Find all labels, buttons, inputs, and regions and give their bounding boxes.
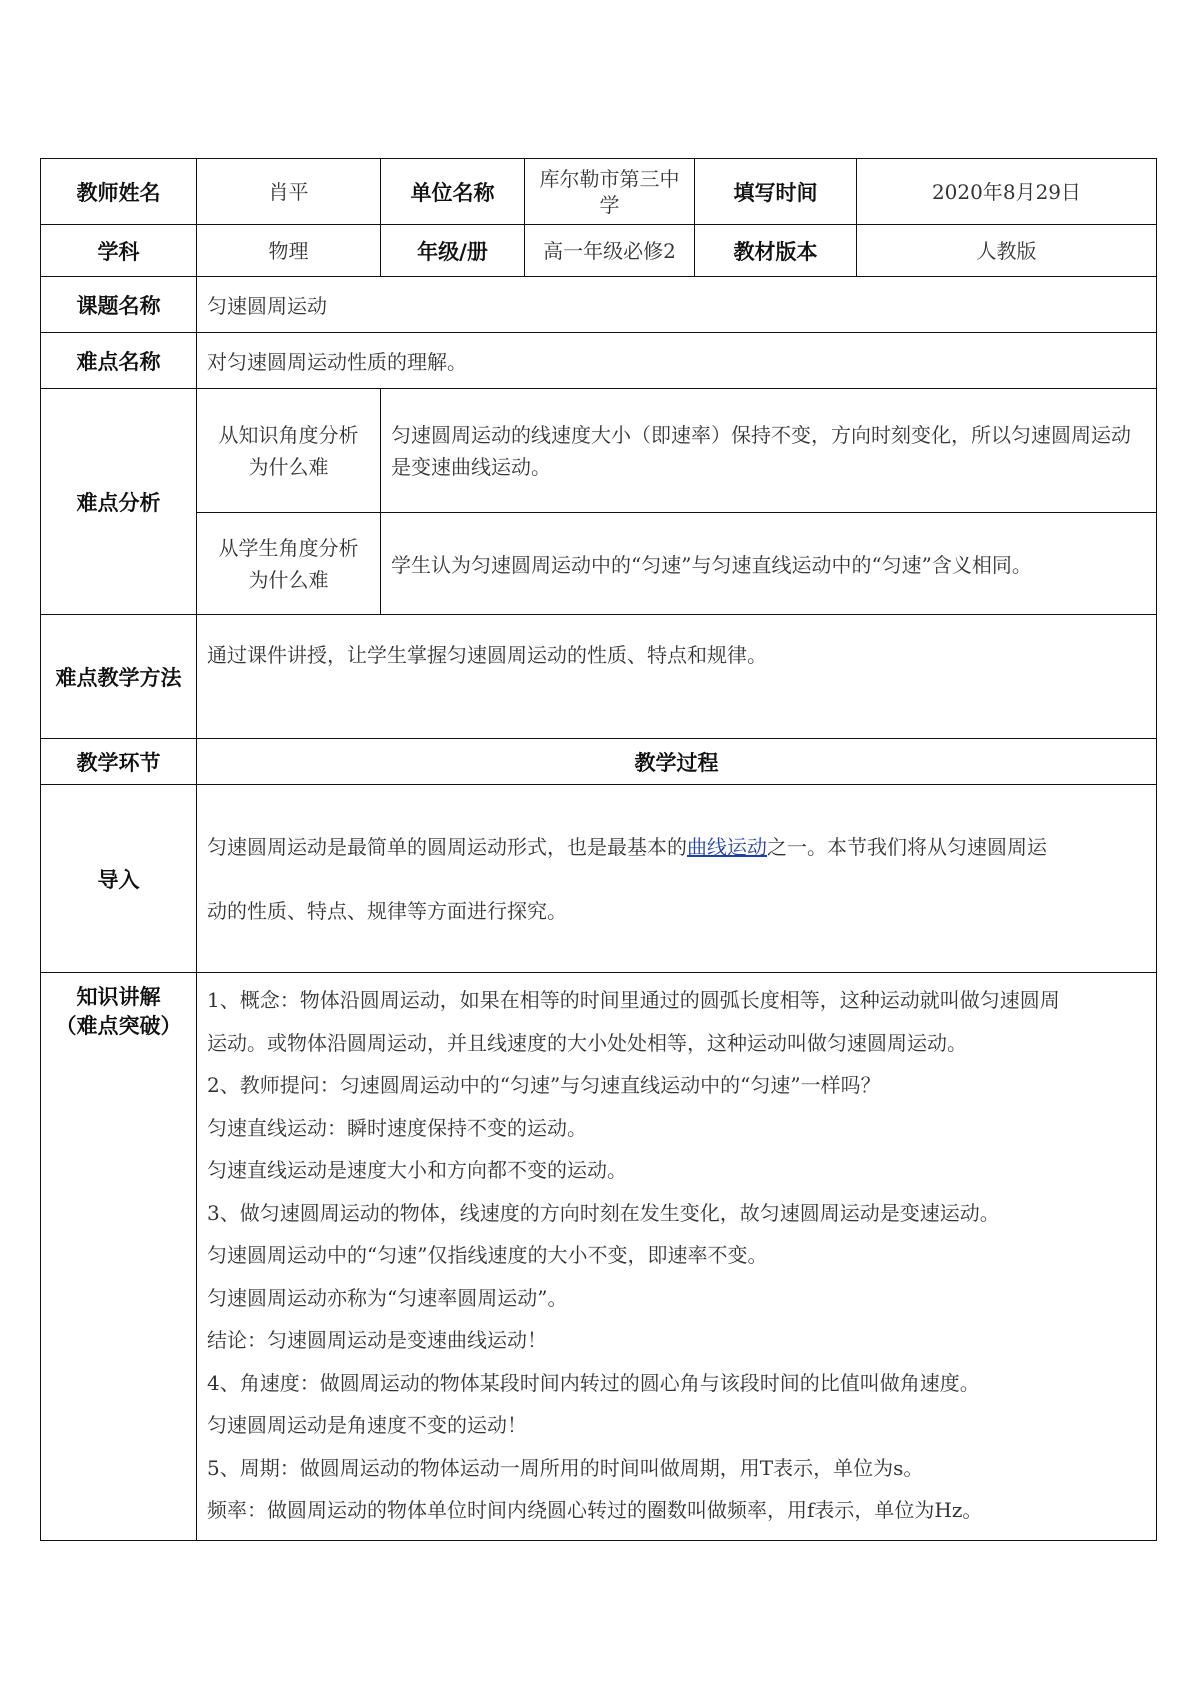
topic-value: 匀速圆周运动 [197, 277, 1157, 333]
student-angle-label: 从学生角度分析为什么难 [197, 513, 381, 615]
knowledge-line: 4、角速度：做圆周运动的物体某段时间内转过的圆心角与该段时间的比值叫做角速度。 [207, 1370, 980, 1395]
process-label: 教学过程 [197, 739, 1157, 785]
teacher-name-label: 教师姓名 [41, 159, 197, 225]
knowledge-line: 匀速圆周运动中的“匀速”仅指线速度的大小不变，即速率不变。 [207, 1243, 768, 1267]
edition-label: 教材版本 [695, 225, 857, 277]
method-text: 通过课件讲授，让学生掌握匀速圆周运动的性质、特点和规律。 [197, 615, 1157, 739]
stage-label: 教学环节 [41, 739, 197, 785]
knowledge-line: 运动。或物体沿圆周运动，并且线速度的大小处处相等，这种运动叫做匀速圆周运动。 [207, 1030, 967, 1055]
knowledge-line: 2、教师提问：匀速圆周运动中的“匀速”与匀速直线运动中的“匀速”一样吗？ [207, 1073, 881, 1097]
knowledge-line: 3、做匀速圆周运动的物体，线速度的方向时刻在发生变化，故匀速圆周运动是变速运动。 [207, 1200, 1000, 1225]
unit-name-label: 单位名称 [381, 159, 525, 225]
edition-value: 人教版 [857, 225, 1157, 277]
intro-line-2: 动的性质、特点、规律等方面进行探究。 [207, 898, 567, 923]
intro-text [197, 785, 1157, 973]
intro-text-after: 之一。本节我们将从匀速圆周运 [767, 834, 1047, 859]
knowledge-line: 5、周期：做圆周运动的物体运动一周所用的时间叫做周期，用T表示，单位为s。 [207, 1455, 924, 1480]
knowledge-line: 1、概念：物体沿圆周运动，如果在相等的时间里通过的圆弧长度相等，这种运动就叫做匀速圆周 [207, 988, 1060, 1012]
knowledge-angle-label: 从知识角度分析为什么难 [197, 389, 381, 513]
student-angle-text: 学生认为匀速圆周运动中的“匀速”与匀速直线运动中的“匀速”含义相同。 [381, 513, 1157, 615]
difficulty-label: 难点名称 [41, 333, 197, 389]
subject-value: 物理 [197, 225, 381, 277]
topic-label: 课题名称 [41, 277, 197, 333]
knowledge-label [41, 973, 197, 1541]
intro-label: 导入 [41, 785, 197, 973]
intro-text-before: 匀速圆周运动是最简单的圆周运动形式，也是最基本的 [207, 834, 687, 859]
knowledge-line: 频率：做圆周运动的物体单位时间内绕圆心转过的圈数叫做频率，用f表示，单位为Hz。 [207, 1498, 983, 1522]
fill-date-label: 填写时间 [695, 159, 857, 225]
knowledge-label-line1: 知识讲解 [76, 985, 161, 1009]
knowledge-angle-text: 匀速圆周运动的线速度大小（即速率）保持不变，方向时刻变化，所以匀速圆周运动是变速曲线运动。 [381, 389, 1157, 513]
knowledge-line: 结论：匀速圆周运动是变速曲线运动！ [207, 1328, 547, 1352]
grade-value: 高一年级必修2 [525, 225, 695, 277]
method-label: 难点教学方法 [41, 615, 197, 739]
intro-line-1 [207, 815, 1148, 879]
analysis-label: 难点分析 [41, 389, 197, 615]
knowledge-line: 匀速直线运动是速度大小和方向都不变的运动。 [207, 1158, 627, 1182]
subject-label: 学科 [41, 225, 197, 277]
knowledge-line: 匀速圆周运动是角速度不变的运动！ [207, 1413, 527, 1437]
unit-name-value: 库尔勒市第三中学 [525, 159, 695, 225]
fill-date-value: 2020年8月29日 [857, 159, 1157, 225]
knowledge-label-line2: （难点突破） [55, 1014, 182, 1038]
knowledge-line: 匀速圆周运动亦称为“匀速率圆周运动”。 [207, 1285, 568, 1310]
curve-motion-link[interactable]: 曲线运动 [687, 834, 767, 859]
difficulty-value: 对匀速圆周运动性质的理解。 [197, 333, 1157, 389]
lesson-plan-table [40, 158, 1157, 1541]
teacher-name-value: 肖平 [197, 159, 381, 225]
knowledge-line: 匀速直线运动：瞬时速度保持不变的运动。 [207, 1115, 587, 1140]
knowledge-content [197, 973, 1157, 1541]
grade-label: 年级/册 [381, 225, 525, 277]
